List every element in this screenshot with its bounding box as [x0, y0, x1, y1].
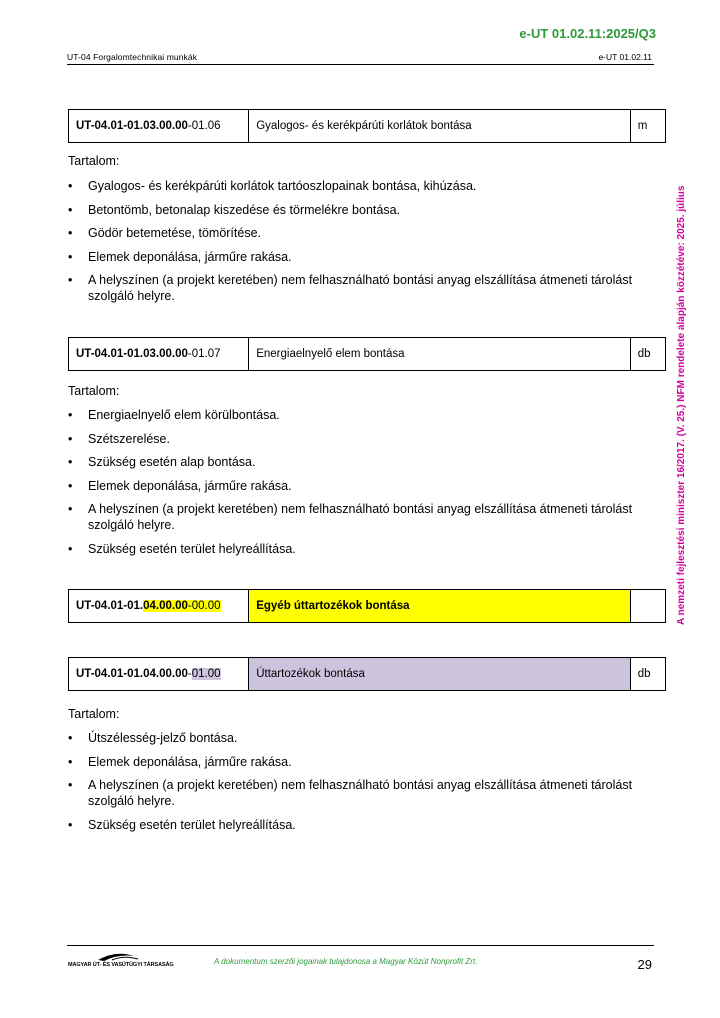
list-item: • Szükség esetén terület helyreállítása. — [68, 817, 296, 832]
item-unit: db — [630, 658, 665, 691]
item-title: Úttartozékok bontása — [249, 658, 631, 691]
item-code-table — [68, 657, 666, 691]
section-title: UT-04 Forgalomtechnikai munkák — [67, 52, 198, 62]
list-item: • Elemek deponálása, járműre rakása. — [68, 754, 292, 769]
item-code: UT-04.01-01.04.00.00-01.00 — [69, 658, 249, 691]
item-code: UT-04.01-01.03.00.00-01.07 — [69, 338, 249, 371]
list-item: • Elemek deponálása, járműre rakása. — [68, 249, 292, 264]
item-code-table — [68, 337, 666, 371]
page-number: 29 — [637, 957, 652, 972]
content-label: Tartalom: — [68, 384, 120, 398]
list-item: • A helyszínen (a projekt keretében) nem felhasználható bontási anyag elszállítása átmeneti tárolást szolgáló helyre. — [68, 273, 633, 303]
copyright-notice: A dokumentum szerzői jogainak tulajdonosa a Magyar Közút Nonprofit Zrt. — [214, 957, 478, 966]
header-divider — [67, 64, 654, 65]
item-title: Energiaelnyelő elem bontása — [249, 338, 631, 371]
group-code-table — [68, 589, 666, 623]
list-item: • Útszélesség-jelző bontása. — [68, 731, 238, 745]
content-list — [68, 407, 643, 564]
list-item: • A helyszínen (a projekt keretében) nem felhasználható bontási anyag elszállítása átmeneti tárolást szolgáló helyre. — [68, 778, 633, 808]
list-item: • Szükség esetén alap bontása. — [68, 455, 256, 469]
list-item: • Energiaelnyelő elem körülbontása. — [68, 408, 280, 422]
group-code: UT-04.01-01.04.00.00-00.00 — [69, 590, 249, 623]
list-item: • Betontömb, betonalap kiszedése és törmelékre bontása. — [68, 202, 400, 217]
item-code: UT-04.01-01.03.00.00-01.06 — [69, 110, 249, 143]
document-id: e-UT 01.02.11 — [598, 52, 652, 62]
item-unit: db — [630, 338, 665, 371]
document-code: e-UT 01.02.11:2025/Q3 — [519, 26, 656, 41]
content-list — [68, 178, 643, 312]
item-unit: m — [630, 110, 665, 143]
side-publication-note: A nemzeti fejlesztési miniszter 16/2017. (V. 25.) NFM rendelete alapján közzétéve: 2025. július — [676, 185, 687, 625]
footer-divider — [67, 945, 654, 946]
group-unit — [630, 590, 665, 623]
list-item: • Szétszerelése. — [68, 431, 170, 446]
list-item: • Gyalogos- és kerékpárúti korlátok tartóoszlopainak bontása, kihúzása. — [68, 179, 477, 193]
item-title: Gyalogos- és kerékpárúti korlátok bontása — [249, 110, 631, 143]
group-title: Egyéb úttartozékok bontása — [249, 590, 631, 623]
content-list — [68, 730, 643, 840]
list-item: • A helyszínen (a projekt keretében) nem felhasználható bontási anyag elszállítása átmeneti tárolást szolgáló helyre. — [68, 502, 633, 532]
item-code-table — [68, 109, 666, 143]
content-label: Tartalom: — [68, 707, 120, 721]
list-item: • Szükség esetén terület helyreállítása. — [68, 541, 296, 556]
content-label: Tartalom: — [68, 154, 120, 168]
logo-text: MAGYAR ÚT- ÉS VASÚTÜGYI TÁRSASÁG — [68, 962, 174, 968]
list-item: • Elemek deponálása, járműre rakása. — [68, 478, 292, 493]
list-item: • Gödör betemetése, tömörítése. — [68, 226, 262, 240]
